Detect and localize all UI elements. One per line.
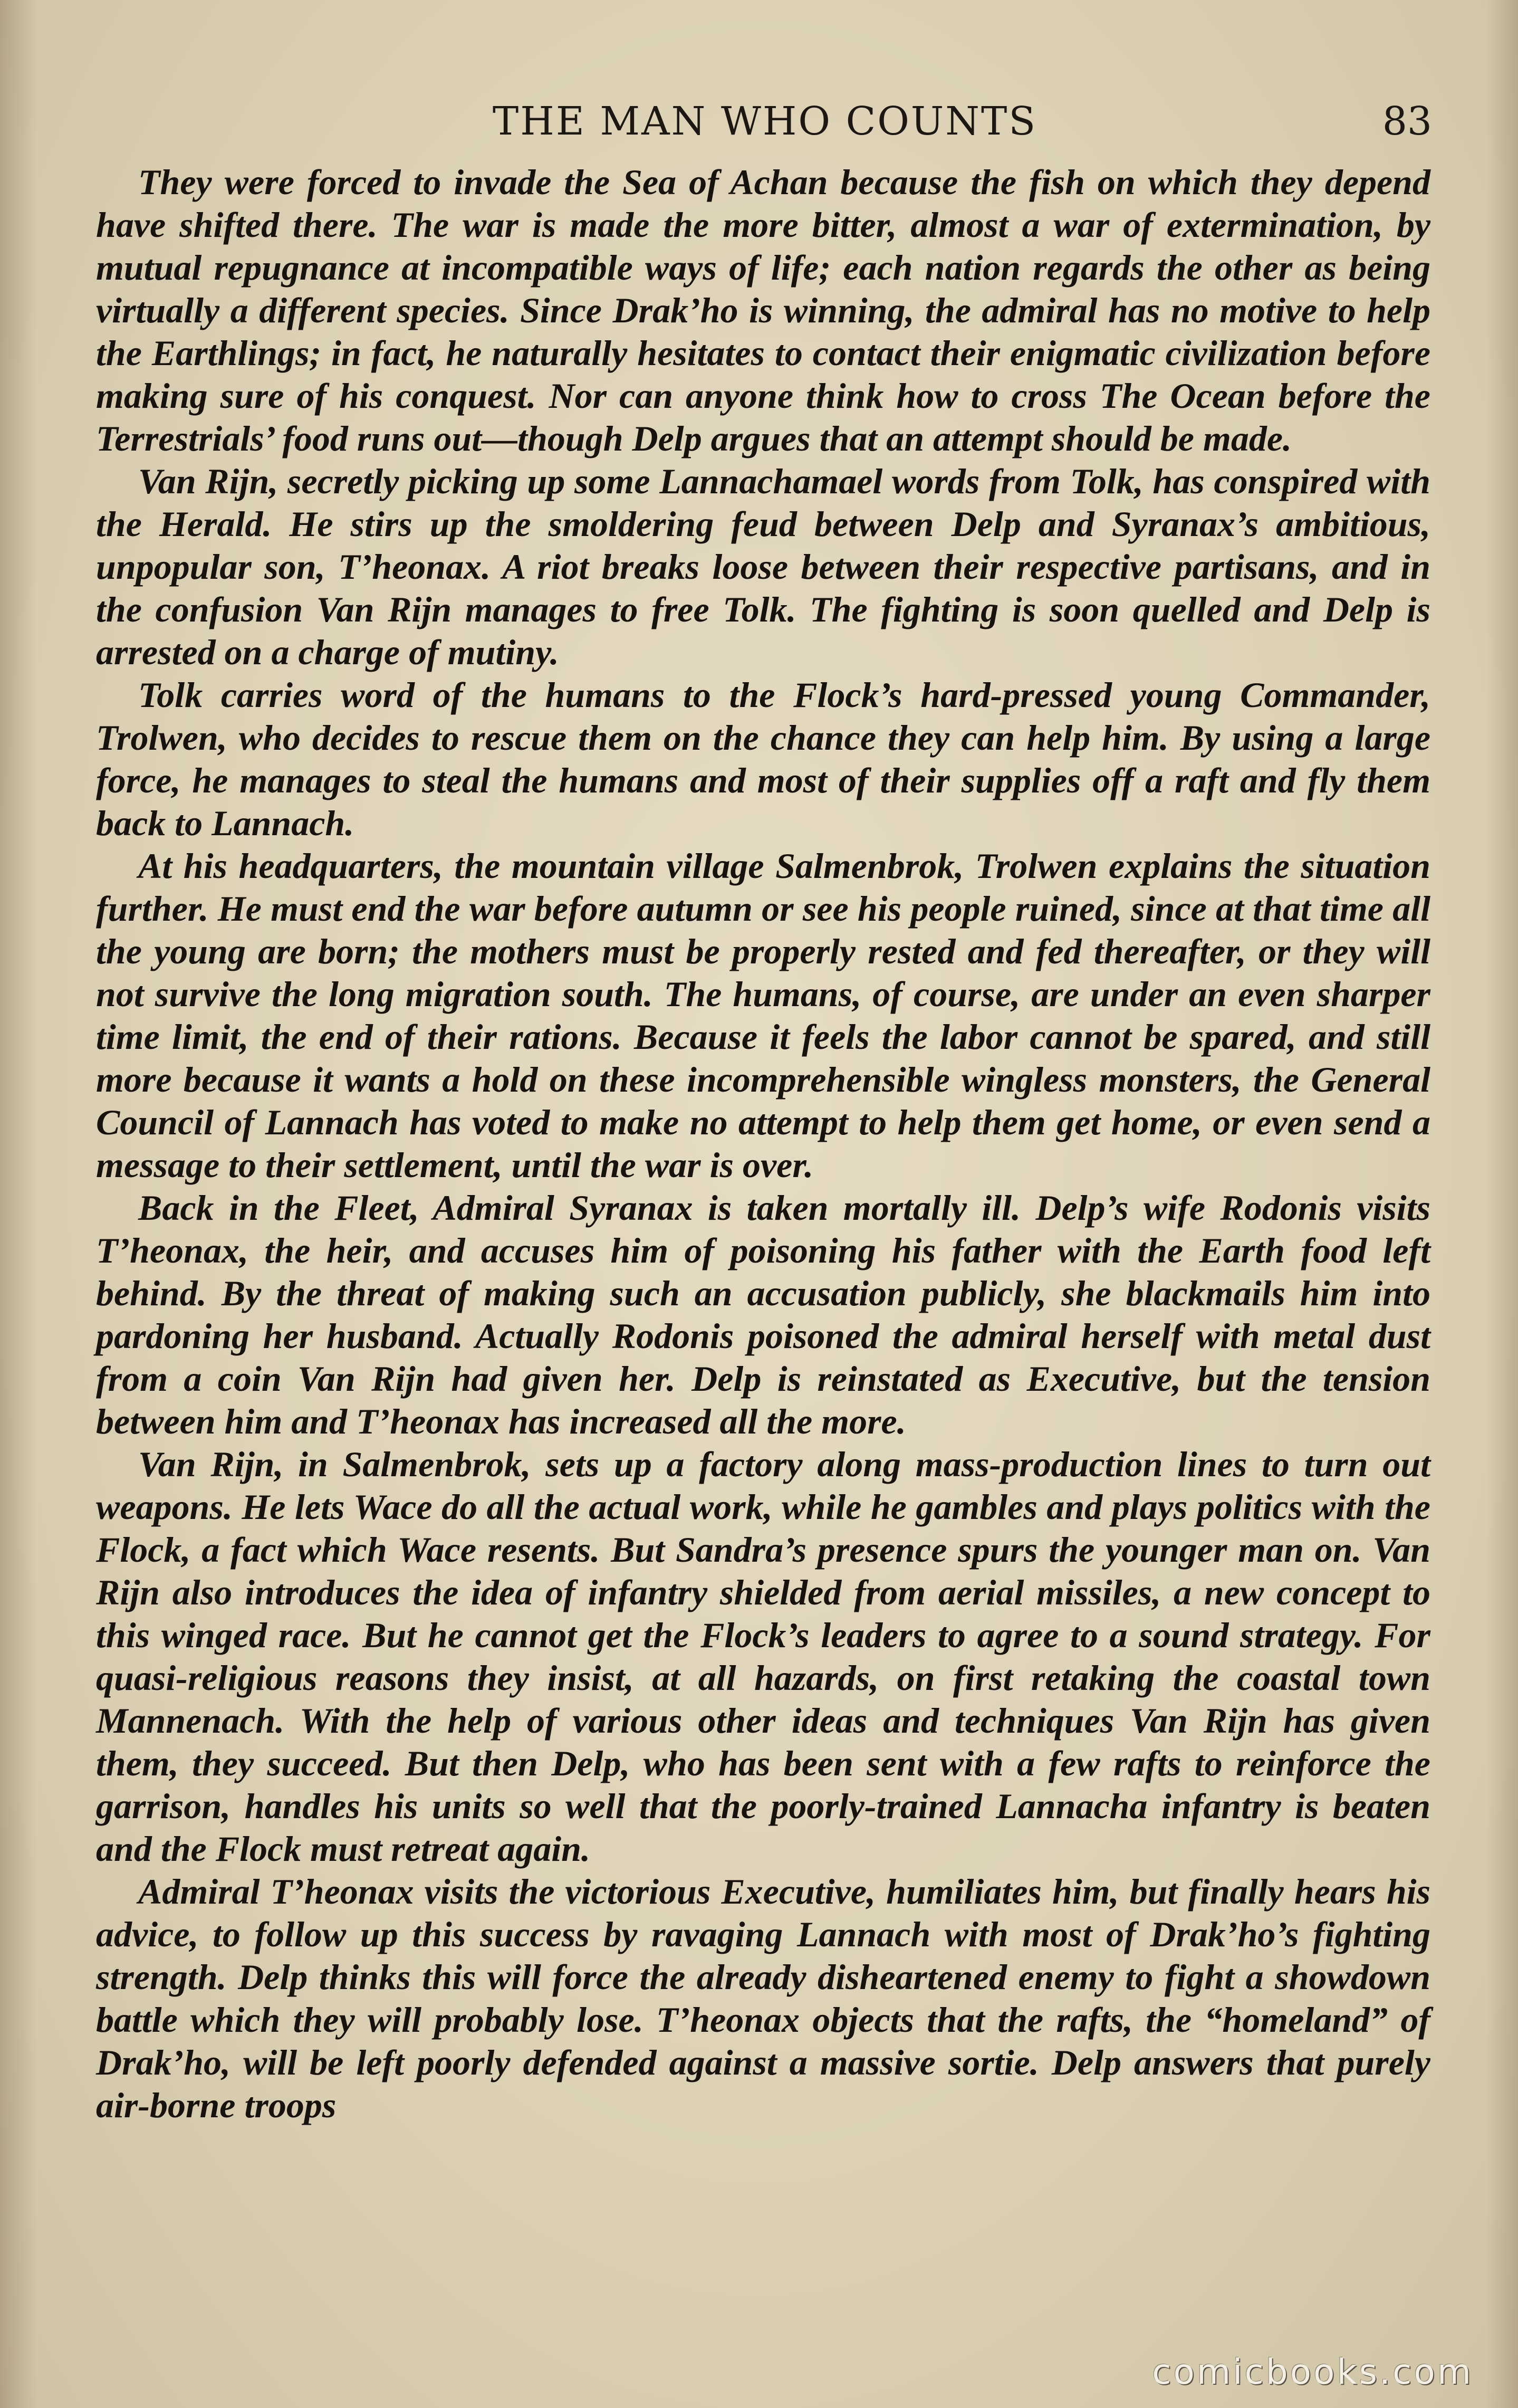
paragraph: Tolk carries word of the humans to the Flock’s hard-pressed young Commander, Trolwen, who decides to rescue them on the chance they can help him. By using a large force, he manages to steal the humans and most of their supplies off a raft and fly them back to Lannach. xyxy=(96,675,1430,843)
body-text xyxy=(96,161,1430,2127)
paragraph: Back in the Fleet, Admiral Syranax is taken mortally ill. Delp’s wife Rodonis visits T’heonax, the heir, and accuses him of poisoning his father with the Earth food left behind. By the threat of making such an accusation publicly, she blackmails him into pardoning her husband. Actually Rodonis poisoned the admiral herself with metal dust from a coin Van Rijn had given her. Delp is reinstated as Executive, but the tension between him and T’heonax has increased all the more. xyxy=(96,1188,1430,1441)
page-header xyxy=(98,92,1432,150)
paragraph: They were forced to invade the Sea of Achan because the fish on which they depend have shifted there. The war is made the more bitter, almost a war of extermination, by mutual repugnance at incompatible ways of life; each nation regards the other as being virtually a different species. Since Drak’ho is winning, the admiral has no motive to help the Earthlings; in fact, he naturally hesitates to contact their enigmatic civilization before making sure of his conquest. Nor can anyone think how to cross The Ocean before the Terrestrials’ food runs out—though Delp argues that an attempt should be made. xyxy=(96,162,1430,458)
running-head: THE MAN WHO COUNTS xyxy=(492,99,1037,144)
paragraph: At his headquarters, the mountain village Salmenbrok, Trolwen explains the situation further. He must end the war before autumn or see his people ruined, since at that time all the young are born; the mothers must be properly rested and fed thereafter, or they will not survive the long migration south. The humans, of course, are under an even sharper time limit, the end of their rations. Because it feels the labor cannot be spared, and still more because it wants a hold on these incomprehensible wingless monsters, the General Council of Lannach has voted to make no attempt to help them get home, or even send a message to their settlement, until the war is over. xyxy=(96,846,1430,1185)
watermark: comicbooks.com xyxy=(1152,2352,1473,2392)
paragraph: Admiral T’heonax visits the victorious Executive, humiliates him, but finally hears his advice, to follow up this success by ravaging Lannach with most of Drak’ho’s fighting strength. Delp thinks this will force the already disheartened enemy to fight a showdown battle which they will probably lose. T’heonax objects that the rafts, the “homeland” of Drak’ho, will be left poorly defended against a massive sortie. Delp answers that purely air-borne troops xyxy=(96,1871,1430,2125)
paragraph: Van Rijn, secretly picking up some Lannachamael words from Tolk, has conspired with the Herald. He stirs up the smoldering feud between Delp and Syranax’s ambitious, unpopular son, T’heonax. A riot breaks loose between their respective partisans, and in the confusion Van Rijn manages to free Tolk. The fighting is soon quelled and Delp is arrested on a charge of mutiny. xyxy=(96,461,1430,672)
page-number: 83 xyxy=(1382,99,1432,144)
paragraph: Van Rijn, in Salmenbrok, sets up a factory along mass-production lines to turn out weapons. He lets Wace do all the actual work, while he gambles and plays politics with the Flock, a fact which Wace resents. But Sandra’s presence spurs the younger man on. Van Rijn also introduces the idea of infantry shielded from aerial missiles, a new concept to this winged race. But he cannot get the Flock’s leaders to agree to a sound strategy. For quasi-religious reasons they insist, at all hazards, on first retaking the coastal town Mannenach. With the help of various other ideas and techniques Van Rijn has given them, they succeed. But then Delp, who has been sent with a few rafts to reinforce the garrison, handles his units so well that the poorly-trained Lannacha infantry is beaten and the Flock must retreat again. xyxy=(96,1444,1430,1869)
